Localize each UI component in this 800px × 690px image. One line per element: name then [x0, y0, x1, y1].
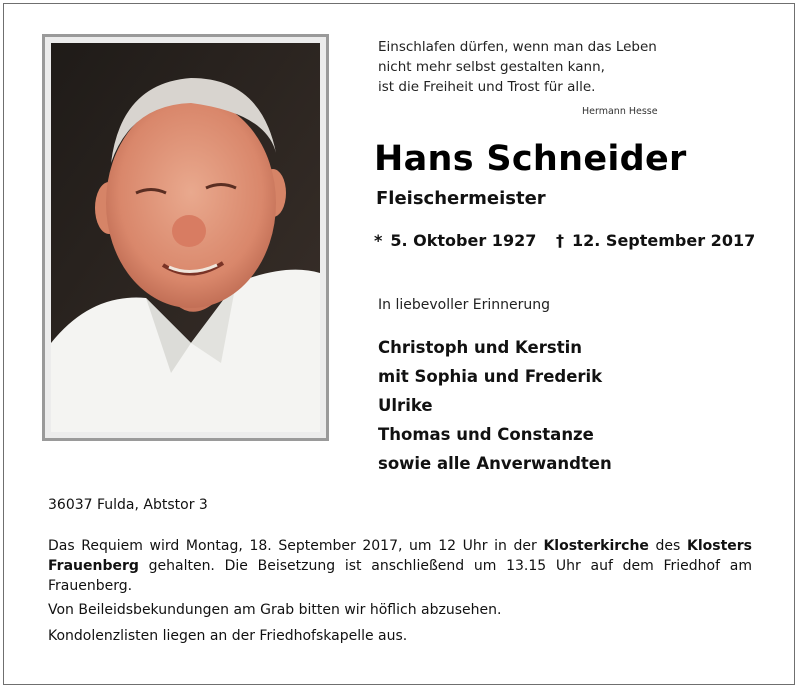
death-date: 12. September 2017: [572, 231, 756, 250]
deceased-profession: Fleischermeister: [376, 188, 546, 209]
quote-author: Hermann Hesse: [582, 106, 658, 117]
church-name: Klosterkirche: [543, 538, 649, 554]
portrait-photo: [51, 43, 320, 432]
family-member: sowie alle Anverwandten: [378, 454, 612, 473]
quote-line: nicht mehr selbst gestalten kann,: [378, 59, 605, 75]
birth-date: 5. Oktober 1927: [390, 231, 537, 250]
quote-line: Einschlafen dürfen, wenn man das Leben: [378, 39, 657, 55]
family-member: mit Sophia und Frederik: [378, 367, 603, 386]
death-date-line: [556, 231, 755, 250]
family-list: [378, 333, 612, 478]
quote: [378, 37, 657, 97]
quote-line: ist die Freiheit und Trost für alle.: [378, 79, 596, 95]
family-member: Christoph und Kerstin: [378, 338, 582, 357]
requiem-text: [48, 536, 752, 596]
cross-icon: †: [556, 231, 564, 250]
requiem-part: Das Requiem wird Montag, 18. September 2017, um 12 Uhr in der: [48, 538, 544, 554]
family-member: Thomas und Constanze: [378, 425, 594, 444]
address: 36037 Fulda, Abtstor 3: [48, 497, 208, 513]
birth-symbol-icon: *: [374, 231, 383, 250]
memory-line: In liebevoller Erinnerung: [378, 297, 551, 313]
requiem-part: des: [648, 538, 687, 554]
portrait-frame: [42, 34, 329, 441]
condolence-note: Von Beileidsbekundungen am Grab bitten wir höflich abzusehen.: [48, 602, 502, 618]
monastery-name: Klosters Frauenberg: [48, 538, 752, 574]
family-member: Ulrike: [378, 396, 433, 415]
birth-date-line: [374, 231, 536, 250]
requiem-part: gehalten. Die Beisetzung ist anschließend um 13.15 Uhr auf dem Friedhof am Frauenberg.: [48, 558, 752, 594]
deceased-name: Hans Schneider: [374, 139, 687, 179]
condolence-lists-note: Kondolenzlisten liegen an der Friedhofskapelle aus.: [48, 628, 408, 644]
